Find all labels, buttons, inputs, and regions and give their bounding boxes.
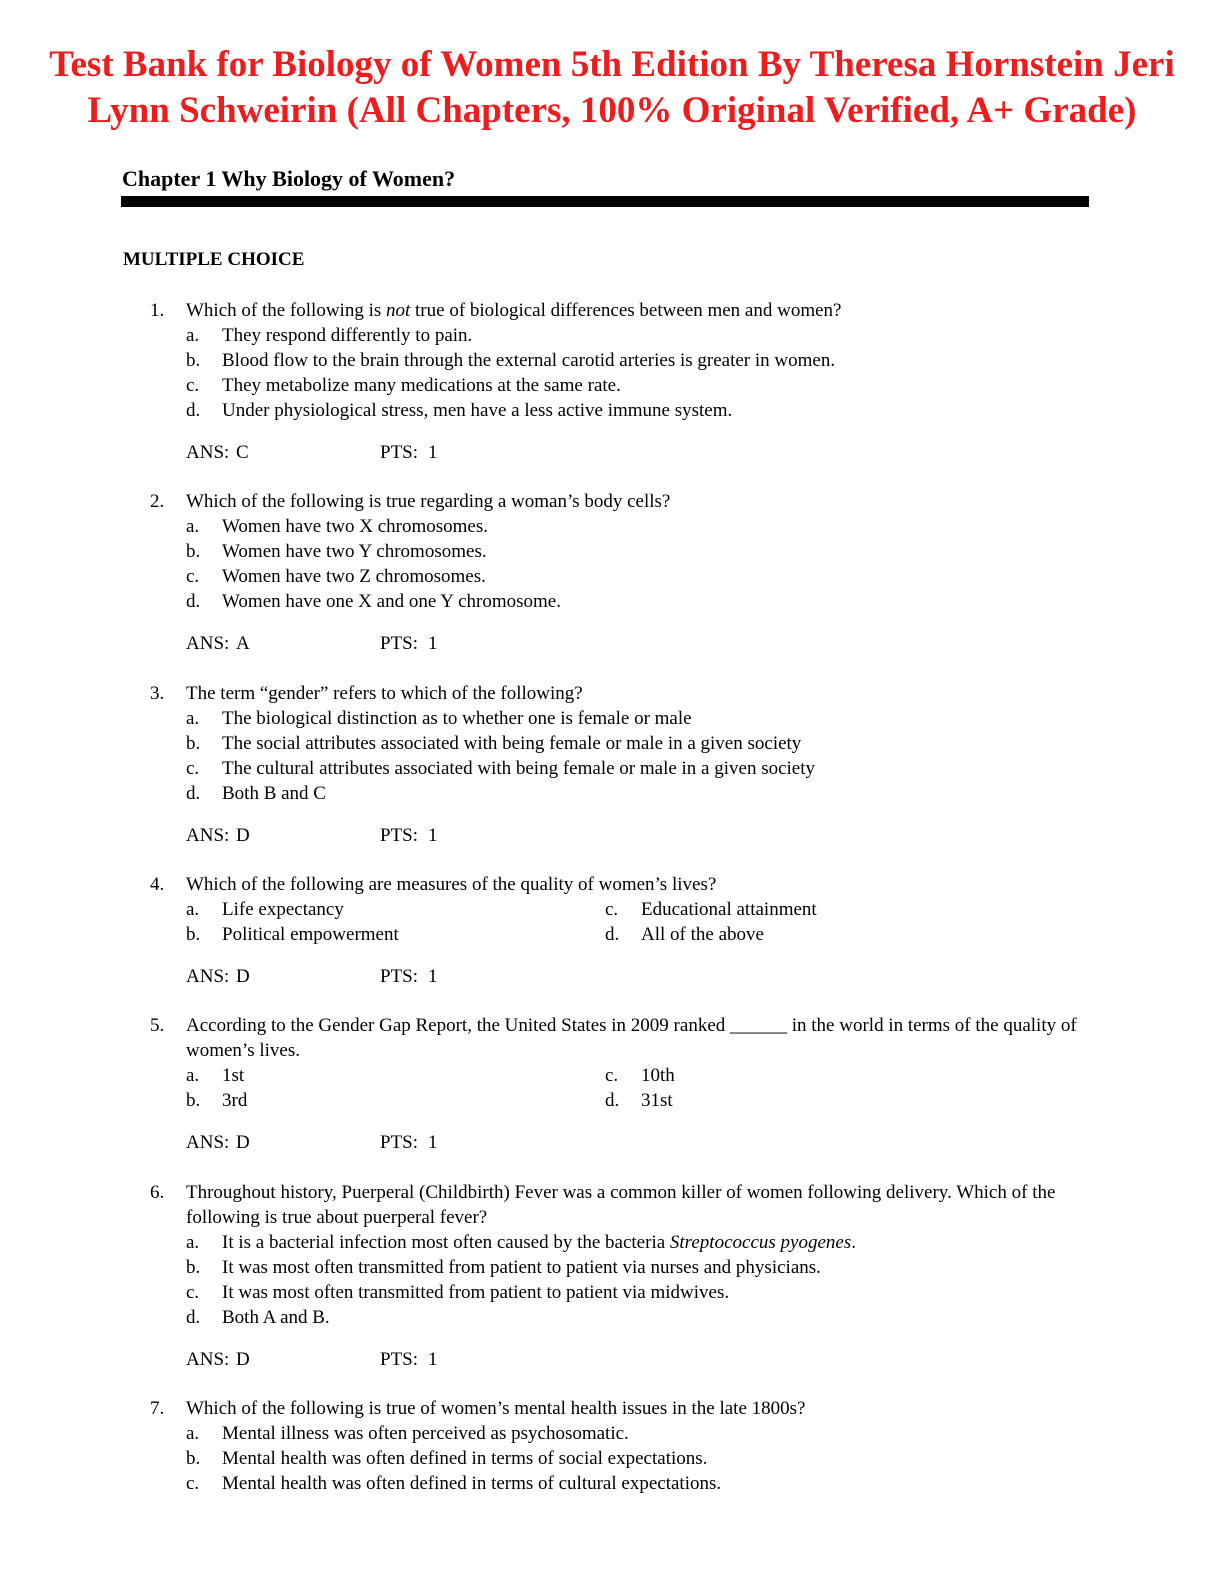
- option: b. The social attributes associated with being female or male in a given society: [186, 733, 802, 754]
- question-number: 3.: [150, 683, 165, 704]
- question-2: [150, 489, 1095, 656]
- option: c. They metabolize many medications at the same rate.: [186, 375, 621, 396]
- question-number: 5.: [150, 1015, 165, 1036]
- option: d. All of the above: [605, 924, 764, 945]
- option: d. Both B and C: [186, 783, 326, 804]
- option: c. Educational attainment: [605, 899, 817, 920]
- question-5: [150, 1013, 1095, 1155]
- option: a. Women have two X chromosomes.: [186, 516, 488, 537]
- question-stem: Throughout history, Puerperal (Childbirth) Fever was a common killer of women following delivery. Which of the following is true about puerperal fever?: [186, 1182, 1056, 1228]
- option: a. It is a bacterial infection most often caused by the bacteria Streptococcus pyogenes.: [186, 1232, 856, 1253]
- section-heading: MULTIPLE CHOICE: [123, 249, 305, 270]
- question-stem: According to the Gender Gap Report, the United States in 2009 ranked ______ in the world in terms of the quality of women’s lives.: [186, 1015, 1077, 1061]
- option: b. Political empowerment: [186, 924, 399, 945]
- option: d. Women have one X and one Y chromosome.: [186, 591, 561, 612]
- option: b. 3rd: [186, 1090, 248, 1111]
- option: b. Mental health was often defined in terms of social expectations.: [186, 1448, 708, 1469]
- option: c. It was most often transmitted from patient to patient via midwives.: [186, 1282, 730, 1303]
- option: d. Both A and B.: [186, 1307, 330, 1328]
- points-value: 1: [428, 1349, 438, 1370]
- answer-line: ANS: D PTS: 1: [186, 1132, 438, 1153]
- question-7: [150, 1396, 1095, 1496]
- option-grid: [186, 897, 1095, 947]
- answer-line: ANS: D PTS: 1: [186, 966, 438, 987]
- question-1: [150, 298, 1095, 465]
- heading-rule: [121, 196, 1089, 207]
- option: a. The biological distinction as to whether one is female or male: [186, 708, 692, 729]
- question-stem: The term “gender” refers to which of the following?: [186, 683, 583, 704]
- answer-line: ANS: A PTS: 1: [186, 633, 438, 654]
- option: b. Blood flow to the brain through the external carotid arteries is greater in women.: [186, 350, 836, 371]
- option: b. It was most often transmitted from patient to patient via nurses and physicians.: [186, 1257, 821, 1278]
- option: d. 31st: [605, 1090, 673, 1111]
- question-number: 4.: [150, 874, 165, 895]
- option: c. 10th: [605, 1065, 675, 1086]
- answer-line: ANS: D PTS: 1: [186, 825, 438, 846]
- points-value: 1: [428, 442, 438, 463]
- question-3: [150, 681, 1095, 848]
- option: c. Women have two Z chromosomes.: [186, 566, 486, 587]
- option: a. Mental illness was often perceived as psychosomatic.: [186, 1423, 629, 1444]
- question-stem: Which of the following is true regarding a woman’s body cells?: [186, 491, 671, 512]
- answer-value: D: [236, 1349, 250, 1370]
- option: a. 1st: [186, 1065, 245, 1086]
- question-6: [150, 1180, 1095, 1372]
- answer-value: C: [236, 442, 249, 463]
- document-title: Test Bank for Biology of Women 5th Edition By Theresa Hornstein Jeri Lynn Schweirin (All Chapters, 100% Original Verified, A+ Grade): [49, 44, 1175, 131]
- chapter-heading: Chapter 1 Why Biology of Women?: [122, 166, 456, 191]
- points-value: 1: [428, 633, 438, 654]
- question-number: 7.: [150, 1398, 165, 1419]
- option: a. Life expectancy: [186, 899, 344, 920]
- answer-line: ANS: C PTS: 1: [186, 442, 438, 463]
- option: b. Women have two Y chromosomes.: [186, 541, 487, 562]
- question-number: 6.: [150, 1182, 165, 1203]
- option: a. They respond differently to pain.: [186, 325, 473, 346]
- option-grid: [186, 1063, 1095, 1113]
- question-4: [150, 872, 1095, 989]
- points-value: 1: [428, 1132, 438, 1153]
- question-stem: Which of the following is true of women’s mental health issues in the late 1800s?: [186, 1398, 806, 1419]
- answer-value: D: [236, 966, 250, 987]
- answer-value: D: [236, 825, 250, 846]
- points-value: 1: [428, 966, 438, 987]
- question-number: 2.: [150, 491, 165, 512]
- answer-value: D: [236, 1132, 250, 1153]
- question-stem: Which of the following are measures of the quality of women’s lives?: [186, 874, 717, 895]
- answer-value: A: [236, 633, 250, 654]
- question-stem: Which of the following is not true of biological differences between men and women?: [186, 300, 842, 321]
- option: c. Mental health was often defined in terms of cultural expectations.: [186, 1473, 722, 1494]
- points-value: 1: [428, 825, 438, 846]
- answer-line: ANS: D PTS: 1: [186, 1349, 438, 1370]
- question-number: 1.: [150, 300, 165, 321]
- option: c. The cultural attributes associated with being female or male in a given society: [186, 758, 816, 779]
- option: d. Under physiological stress, men have a less active immune system.: [186, 400, 733, 421]
